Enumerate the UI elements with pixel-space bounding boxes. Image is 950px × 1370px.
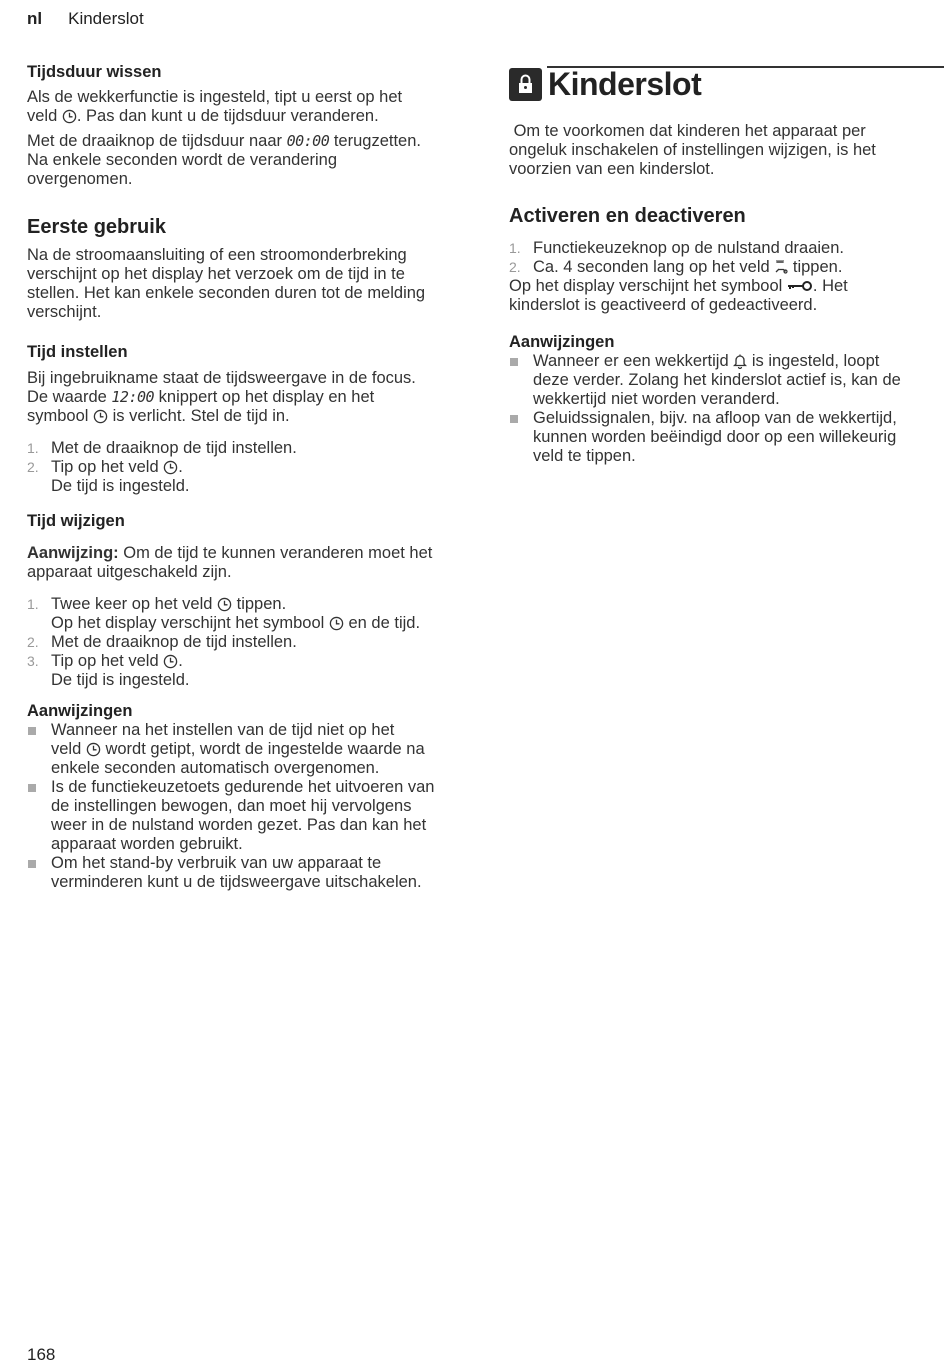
section-heading: Tijd wijzigen [27, 512, 125, 530]
section-heading: Tijdsduur wissen [27, 63, 162, 81]
bullet-square [28, 860, 36, 868]
list-item: Om het stand-by verbruik van uw apparaat te verminderen kunt u de tijdsweergave uitschakelen. [27, 854, 467, 892]
aanwijzingen-section [27, 702, 467, 892]
tijdsduur-wissen-section [27, 63, 467, 189]
intro-paragraph: Om te voorkomen dat kinderen het apparaat per ongeluk inschakelen of instellingen wijzigen, is het voorzien van een kinderslot. [509, 122, 876, 178]
language-code: nl [27, 9, 43, 28]
list-item: Wanneer er een wekkertijd is ingesteld, loopt deze verder. Zolang het kinderslot actief is, kan de wekkertijd niet worden veranderd. [509, 352, 939, 409]
display-value: 12:00 [111, 388, 155, 406]
section-heading: Eerste gebruik [27, 216, 166, 238]
note: Aanwijzing: Om de tijd te kunnen veranderen moet het apparaat uitgeschakeld zijn. [27, 544, 433, 581]
clock-icon [329, 616, 344, 631]
aanwijzingen-right-section [509, 333, 939, 466]
section-heading: Tijd instellen [27, 343, 128, 361]
result-text: Op het display verschijnt het symbool . Het kinderslot is geactiveerd of gedeactiveerd. [509, 277, 848, 314]
list-item: 3. Tip op het veld . De tijd is ingesteld. [27, 652, 190, 689]
running-header [27, 9, 144, 28]
bullet-square [28, 784, 36, 792]
tijd-instellen-section [27, 343, 467, 496]
bullet-square [28, 727, 36, 735]
list-item: Wanneer na het instellen van de tijd niet op het veld wordt getipt, wordt de ingestelde waarde na enkele seconden automatisch overgenomen. [27, 721, 467, 778]
chapter-title-text: Kinderslot [548, 66, 702, 102]
list-item: Geluidssignalen, bijv. na afloop van de wekkertijd, kunnen worden beëindigd door op een willekeurig veld te tippen. [509, 409, 939, 466]
clock-icon [86, 742, 101, 757]
clock-icon [163, 654, 178, 669]
steps-list [27, 439, 467, 496]
list-item: 1. Twee keer op het veld tippen. Op het display verschijnt het symbool en de tijd. [27, 595, 421, 632]
eerste-gebruik-section [27, 218, 467, 322]
tijd-wijzigen-section [27, 512, 467, 690]
list-item: 2. Ca. 4 seconden lang op het veld tippen. [509, 258, 843, 276]
notes-list [27, 721, 467, 892]
clock-icon [93, 409, 108, 424]
notes-list [509, 352, 939, 466]
page-number: 168 [27, 1345, 56, 1364]
list-item: 2. Met de draaiknop de tijd instellen. [27, 633, 297, 651]
lock-icon [509, 68, 542, 101]
list-item: Is de functiekeuzetoets gedurende het uitvoeren van de instellingen bewogen, dan moet hij vervolgens weer in de nulstand worden gezet. Pas dan kan het apparaat worden gebruikt. [27, 778, 467, 854]
paragraph: Bij ingebruikname staat de tijdsweergave in de focus. De waarde 12:00 knippert op het display en het symbool is verlicht. Stel de tijd in. [27, 369, 416, 425]
list-item: 1. Met de draaiknop de tijd instellen. [27, 439, 297, 457]
clock-icon [217, 597, 232, 612]
paragraph: Met de draaiknop de tijdsduur naar 00:00 terugzetten. Na enkele seconden wordt de verandering overgenomen. [27, 132, 421, 188]
paragraph: Na de stroomaansluiting of een stroomonderbreking verschijnt op het display het verzoek om de tijd in te stellen. Het kan enkele seconden duren tot de melding verschijnt. [27, 246, 426, 321]
steps-list [27, 595, 467, 690]
list-item: 2. Tip op het veld . De tijd is ingesteld. [27, 458, 190, 495]
steps-list [509, 239, 939, 277]
child-lock-field-icon [774, 258, 788, 275]
activeren-section [509, 207, 939, 315]
list-item: 1. Functiekeuzeknop op de nulstand draaien. [509, 239, 844, 257]
clock-icon [163, 460, 178, 475]
section-name: Kinderslot [68, 9, 144, 28]
bullet-square [510, 415, 518, 423]
section-heading: Aanwijzingen [509, 333, 615, 351]
paragraph: Als de wekkerfunctie is ingesteld, tipt u eerst op het veld . Pas dan kunt u de tijdsduur veranderen. [27, 88, 403, 125]
display-value: 00:00 [286, 132, 330, 150]
key-icon [787, 279, 813, 293]
chapter-title [509, 62, 944, 102]
bell-icon [733, 353, 747, 369]
section-heading: Activeren en deactiveren [509, 205, 746, 227]
bullet-square [510, 358, 518, 366]
section-heading: Aanwijzingen [27, 702, 133, 720]
clock-icon [62, 109, 77, 124]
